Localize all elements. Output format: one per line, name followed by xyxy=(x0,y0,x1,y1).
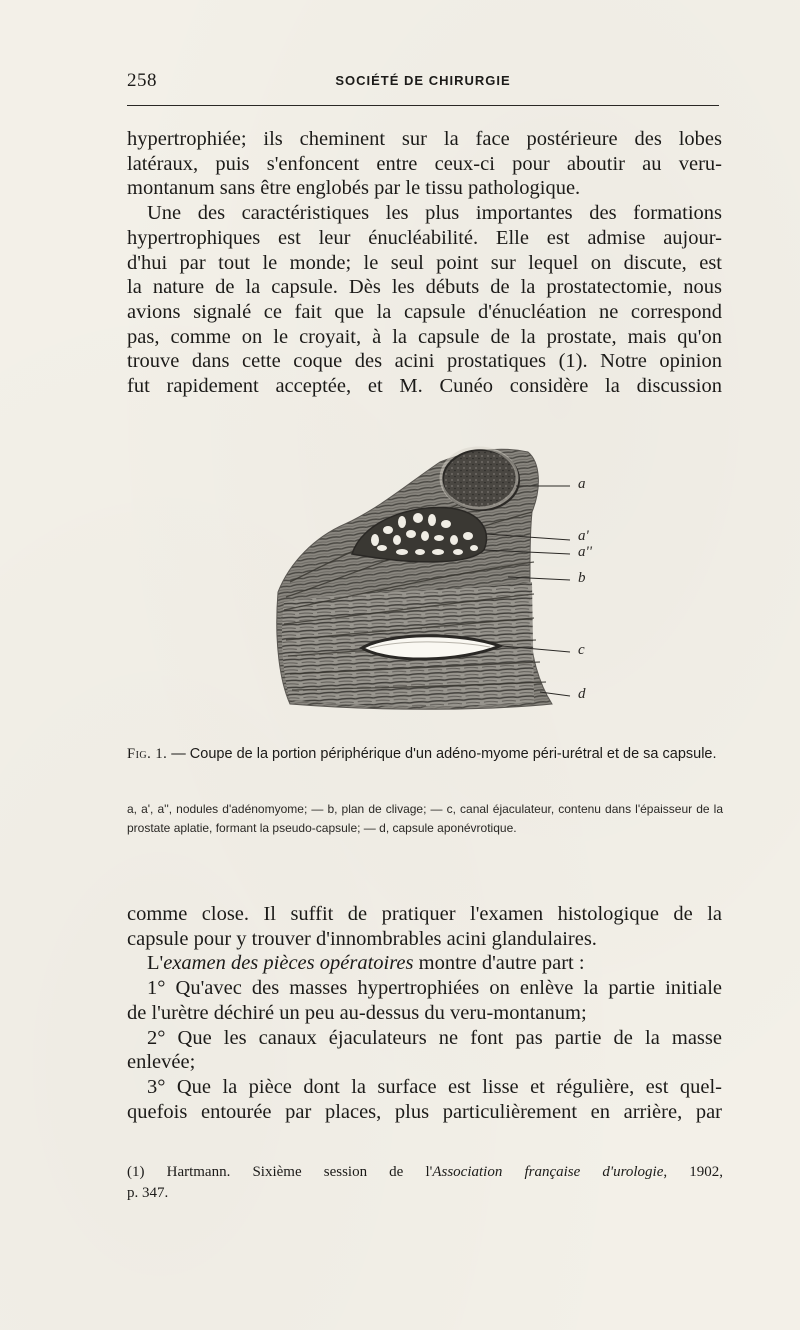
label-a-prime: a' xyxy=(578,528,589,544)
text-line: d'hui par tout le monde; le seul point sur lequel on discute, est xyxy=(127,251,722,274)
page-number: 258 xyxy=(127,70,157,91)
text-line: 3° Que la pièce dont la surface est lisse et régulière, est quel- xyxy=(147,1075,722,1098)
text-line: hypertrophiée; ils cheminent sur la face postérieure des lobes xyxy=(127,128,722,150)
body-text-top xyxy=(127,127,722,399)
text-line: quefois entourée par places, plus particulièrement en arrière, par xyxy=(127,1100,722,1123)
footnote xyxy=(127,1162,723,1203)
footnote-line: p. 347. xyxy=(127,1184,169,1201)
histology-illustration xyxy=(270,442,600,722)
text-fragment: (1) Hartmann. Sixième session de l' xyxy=(127,1164,433,1180)
text-line: fut rapidement acceptée, et M. Cunéo considère la discussion xyxy=(127,375,722,398)
text-line: 2° Que les canaux éjaculateurs ne font pas partie de la masse xyxy=(147,1026,722,1049)
text-fragment: L' xyxy=(147,952,164,975)
emphasis-text: examen des pièces opératoires xyxy=(163,952,414,975)
emphasis-text: Association française d'urologie xyxy=(432,1164,664,1180)
label-a: a xyxy=(578,476,586,492)
text-line: de l'urètre déchiré un peu au-dessus du veru-montanum; xyxy=(127,1001,587,1024)
figure-legend: a, a', a'', nodules d'adénomyome; — b, plan de clivage; — c, canal éjaculateur, contenu dans l'épaisseur de la prostate aplatie, formant la pseudo-capsule; — d, capsule aponévrotique. xyxy=(127,802,723,835)
body-text-bottom xyxy=(127,902,722,1124)
text-fragment: montre d'autre part : xyxy=(413,952,585,975)
text-line: comme close. Il suffit de pratiquer l'examen histologique de la xyxy=(127,903,722,925)
figure-caption xyxy=(127,744,723,764)
text-line: 1° Qu'avec des masses hypertrophiées on enlève la partie initiale xyxy=(147,977,722,1000)
footnote-line xyxy=(127,1162,723,1183)
label-b: b xyxy=(578,570,586,586)
histology-figure xyxy=(270,442,600,722)
text-line: hypertrophiques est leur énucléabilité. Elle est admise aujour- xyxy=(127,226,722,249)
text-line: la nature de la capsule. Dès les débuts de la prostatectomie, nous xyxy=(127,276,722,299)
text-line: montanum sans être englobés par le tissu pathologique. xyxy=(127,177,581,200)
text-line: latéraux, puis s'enfoncent entre ceux-ci pour aboutir au veru- xyxy=(127,152,722,175)
label-c: c xyxy=(578,642,585,658)
caption-text: — Coupe de la portion périphérique d'un adéno-myome péri-urétral et de sa capsule. xyxy=(167,746,717,762)
text-line: avions signalé ce fait que la capsule d'énucléation ne correspond xyxy=(127,300,722,323)
text-line: enlevée; xyxy=(127,1051,196,1074)
text-line xyxy=(127,951,722,976)
label-d: d xyxy=(578,686,586,702)
figure-number: Fig. 1. xyxy=(127,746,168,762)
text-line: trouve dans cette coque des acini prostatiques (1). Notre opinion xyxy=(127,350,722,373)
text-fragment: , 1902, xyxy=(663,1164,724,1180)
text-line: pas, comme on le croyait, à la capsule de la prostate, mais qu'on xyxy=(127,325,722,348)
label-a-double-prime: a'' xyxy=(578,544,592,560)
text-line: Une des caractéristiques les plus importantes des formations xyxy=(147,202,722,225)
page-header xyxy=(127,70,719,100)
running-head: SOCIÉTÉ DE CHIRURGIE xyxy=(335,73,511,88)
header-rule xyxy=(127,105,719,106)
text-line: capsule pour y trouver d'innombrables acini glandulaires. xyxy=(127,927,597,950)
